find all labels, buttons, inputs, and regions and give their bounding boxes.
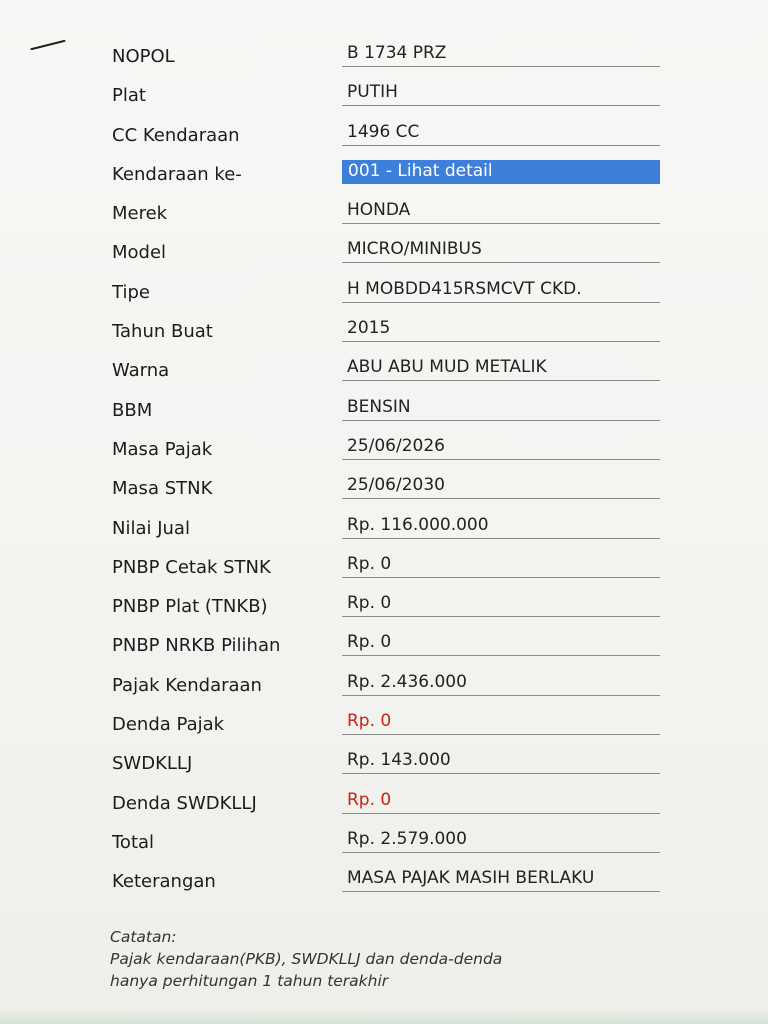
label-masa-stnk: Masa STNK xyxy=(112,478,213,500)
value-text: B 1734 PRZ xyxy=(347,43,447,63)
row-masa-stnk xyxy=(0,470,768,509)
row-pnbp-nrkb-pilihan xyxy=(0,627,768,666)
value-swdkllj xyxy=(342,749,660,774)
row-swdkllj xyxy=(0,745,768,784)
label-nopol: NOPOL xyxy=(112,46,175,67)
row-plat xyxy=(0,77,768,116)
value-plat xyxy=(342,81,660,106)
row-cc-kendaraan xyxy=(0,117,768,156)
row-pnbp-plat xyxy=(0,588,768,627)
value-text: Rp. 0 xyxy=(347,789,392,810)
value-text: MICRO/MINIBUS xyxy=(347,239,482,260)
row-total xyxy=(0,824,768,863)
label-denda-swdkllj: Denda SWDKLLJ xyxy=(112,792,257,814)
label-merek: Merek xyxy=(112,203,168,225)
value-cc-kendaraan xyxy=(342,121,660,146)
label-swdkllj: SWDKLLJ xyxy=(112,753,193,775)
note-line-2: hanya perhitungan 1 tahun terakhir xyxy=(110,972,389,990)
value-text: Rp. 2.579.000 xyxy=(347,828,467,849)
label-denda-pajak: Denda Pajak xyxy=(112,714,225,736)
value-nopol xyxy=(342,42,660,67)
label-nilai-jual: Nilai Jual xyxy=(112,517,190,539)
value-text: Rp. 0 xyxy=(347,632,392,653)
value-tipe xyxy=(342,278,660,303)
value-masa-pajak xyxy=(342,435,660,460)
value-text: Rp. 2.436.000 xyxy=(347,671,467,692)
value-pnbp-nrkb-pilihan xyxy=(342,631,660,656)
note xyxy=(110,926,502,992)
value-merek xyxy=(342,199,660,224)
label-pnbp-nrkb-pilihan: PNBP NRKB Pilihan xyxy=(112,635,281,657)
label-model: Model xyxy=(112,242,167,264)
value-model xyxy=(342,238,660,263)
note-line-1: Pajak kendaraan(PKB), SWDKLLJ dan denda-denda xyxy=(110,950,503,968)
label-bbm: BBM xyxy=(112,399,153,421)
label-total: Total xyxy=(112,831,155,853)
label-cc-kendaraan: CC Kendaraan xyxy=(112,124,240,146)
label-pnbp-plat: PNBP Plat (TNKB) xyxy=(112,596,268,618)
value-text: H MOBDD415RSMCVT CKD. xyxy=(347,278,582,299)
value-text: MASA PAJAK MASIH BERLAKU xyxy=(347,868,595,889)
row-model xyxy=(0,234,768,273)
value-denda-pajak xyxy=(342,710,660,735)
label-warna: Warna xyxy=(112,360,170,382)
page-bottom-edge xyxy=(0,1010,768,1024)
row-keterangan xyxy=(0,863,768,902)
value-denda-swdkllj xyxy=(342,789,660,814)
value-text: 25/06/2026 xyxy=(347,435,445,456)
row-kendaraan-ke xyxy=(0,156,768,195)
lihat-detail-link[interactable]: 001 - Lihat detail xyxy=(342,160,660,184)
value-warna xyxy=(342,356,660,381)
row-pnbp-cetak-stnk xyxy=(0,549,768,588)
value-text: 2015 xyxy=(347,318,391,339)
value-pajak-kendaraan xyxy=(342,671,660,696)
value-text: HONDA xyxy=(347,200,411,221)
label-keterangan: Keterangan xyxy=(112,871,216,893)
value-text: 25/06/2030 xyxy=(347,475,445,496)
value-kendaraan-ke[interactable] xyxy=(342,160,660,184)
value-text: Rp. 0 xyxy=(347,553,392,574)
value-text: PUTIH xyxy=(347,82,398,103)
value-tahun-buat xyxy=(342,317,660,342)
value-pnbp-cetak-stnk xyxy=(342,553,660,578)
value-pnbp-plat xyxy=(342,592,660,617)
row-tahun-buat xyxy=(0,313,768,352)
label-tahun-buat: Tahun Buat xyxy=(112,321,213,343)
row-warna xyxy=(0,352,768,391)
value-text: ABU ABU MUD METALIK xyxy=(347,357,547,378)
row-tipe xyxy=(0,274,768,313)
value-text: Rp. 0 xyxy=(347,593,392,614)
value-bbm xyxy=(342,396,660,421)
row-masa-pajak xyxy=(0,431,768,470)
value-text: Rp. 0 xyxy=(347,711,392,732)
value-total xyxy=(342,828,660,853)
value-keterangan xyxy=(342,867,660,892)
label-kendaraan-ke: Kendaraan ke- xyxy=(112,163,242,185)
value-text: Rp. 116.000.000 xyxy=(347,514,489,535)
row-denda-swdkllj xyxy=(0,785,768,824)
value-text: Rp. 143.000 xyxy=(347,750,451,771)
value-text: BENSIN xyxy=(347,396,411,417)
label-tipe: Tipe xyxy=(112,281,150,303)
row-merek xyxy=(0,195,768,234)
label-plat: Plat xyxy=(112,85,146,107)
row-pajak-kendaraan xyxy=(0,667,768,706)
label-pajak-kendaraan: Pajak Kendaraan xyxy=(112,674,262,696)
vehicle-tax-details xyxy=(0,38,768,903)
label-pnbp-cetak-stnk: PNBP Cetak STNK xyxy=(112,556,271,578)
value-nilai-jual xyxy=(342,514,660,539)
row-nopol xyxy=(0,38,768,77)
label-masa-pajak: Masa Pajak xyxy=(112,438,213,460)
row-nilai-jual xyxy=(0,510,768,549)
note-title: Catatan: xyxy=(110,928,177,946)
value-text: 1496 CC xyxy=(347,121,420,142)
value-masa-stnk xyxy=(342,474,660,499)
row-bbm xyxy=(0,392,768,431)
row-denda-pajak xyxy=(0,706,768,745)
